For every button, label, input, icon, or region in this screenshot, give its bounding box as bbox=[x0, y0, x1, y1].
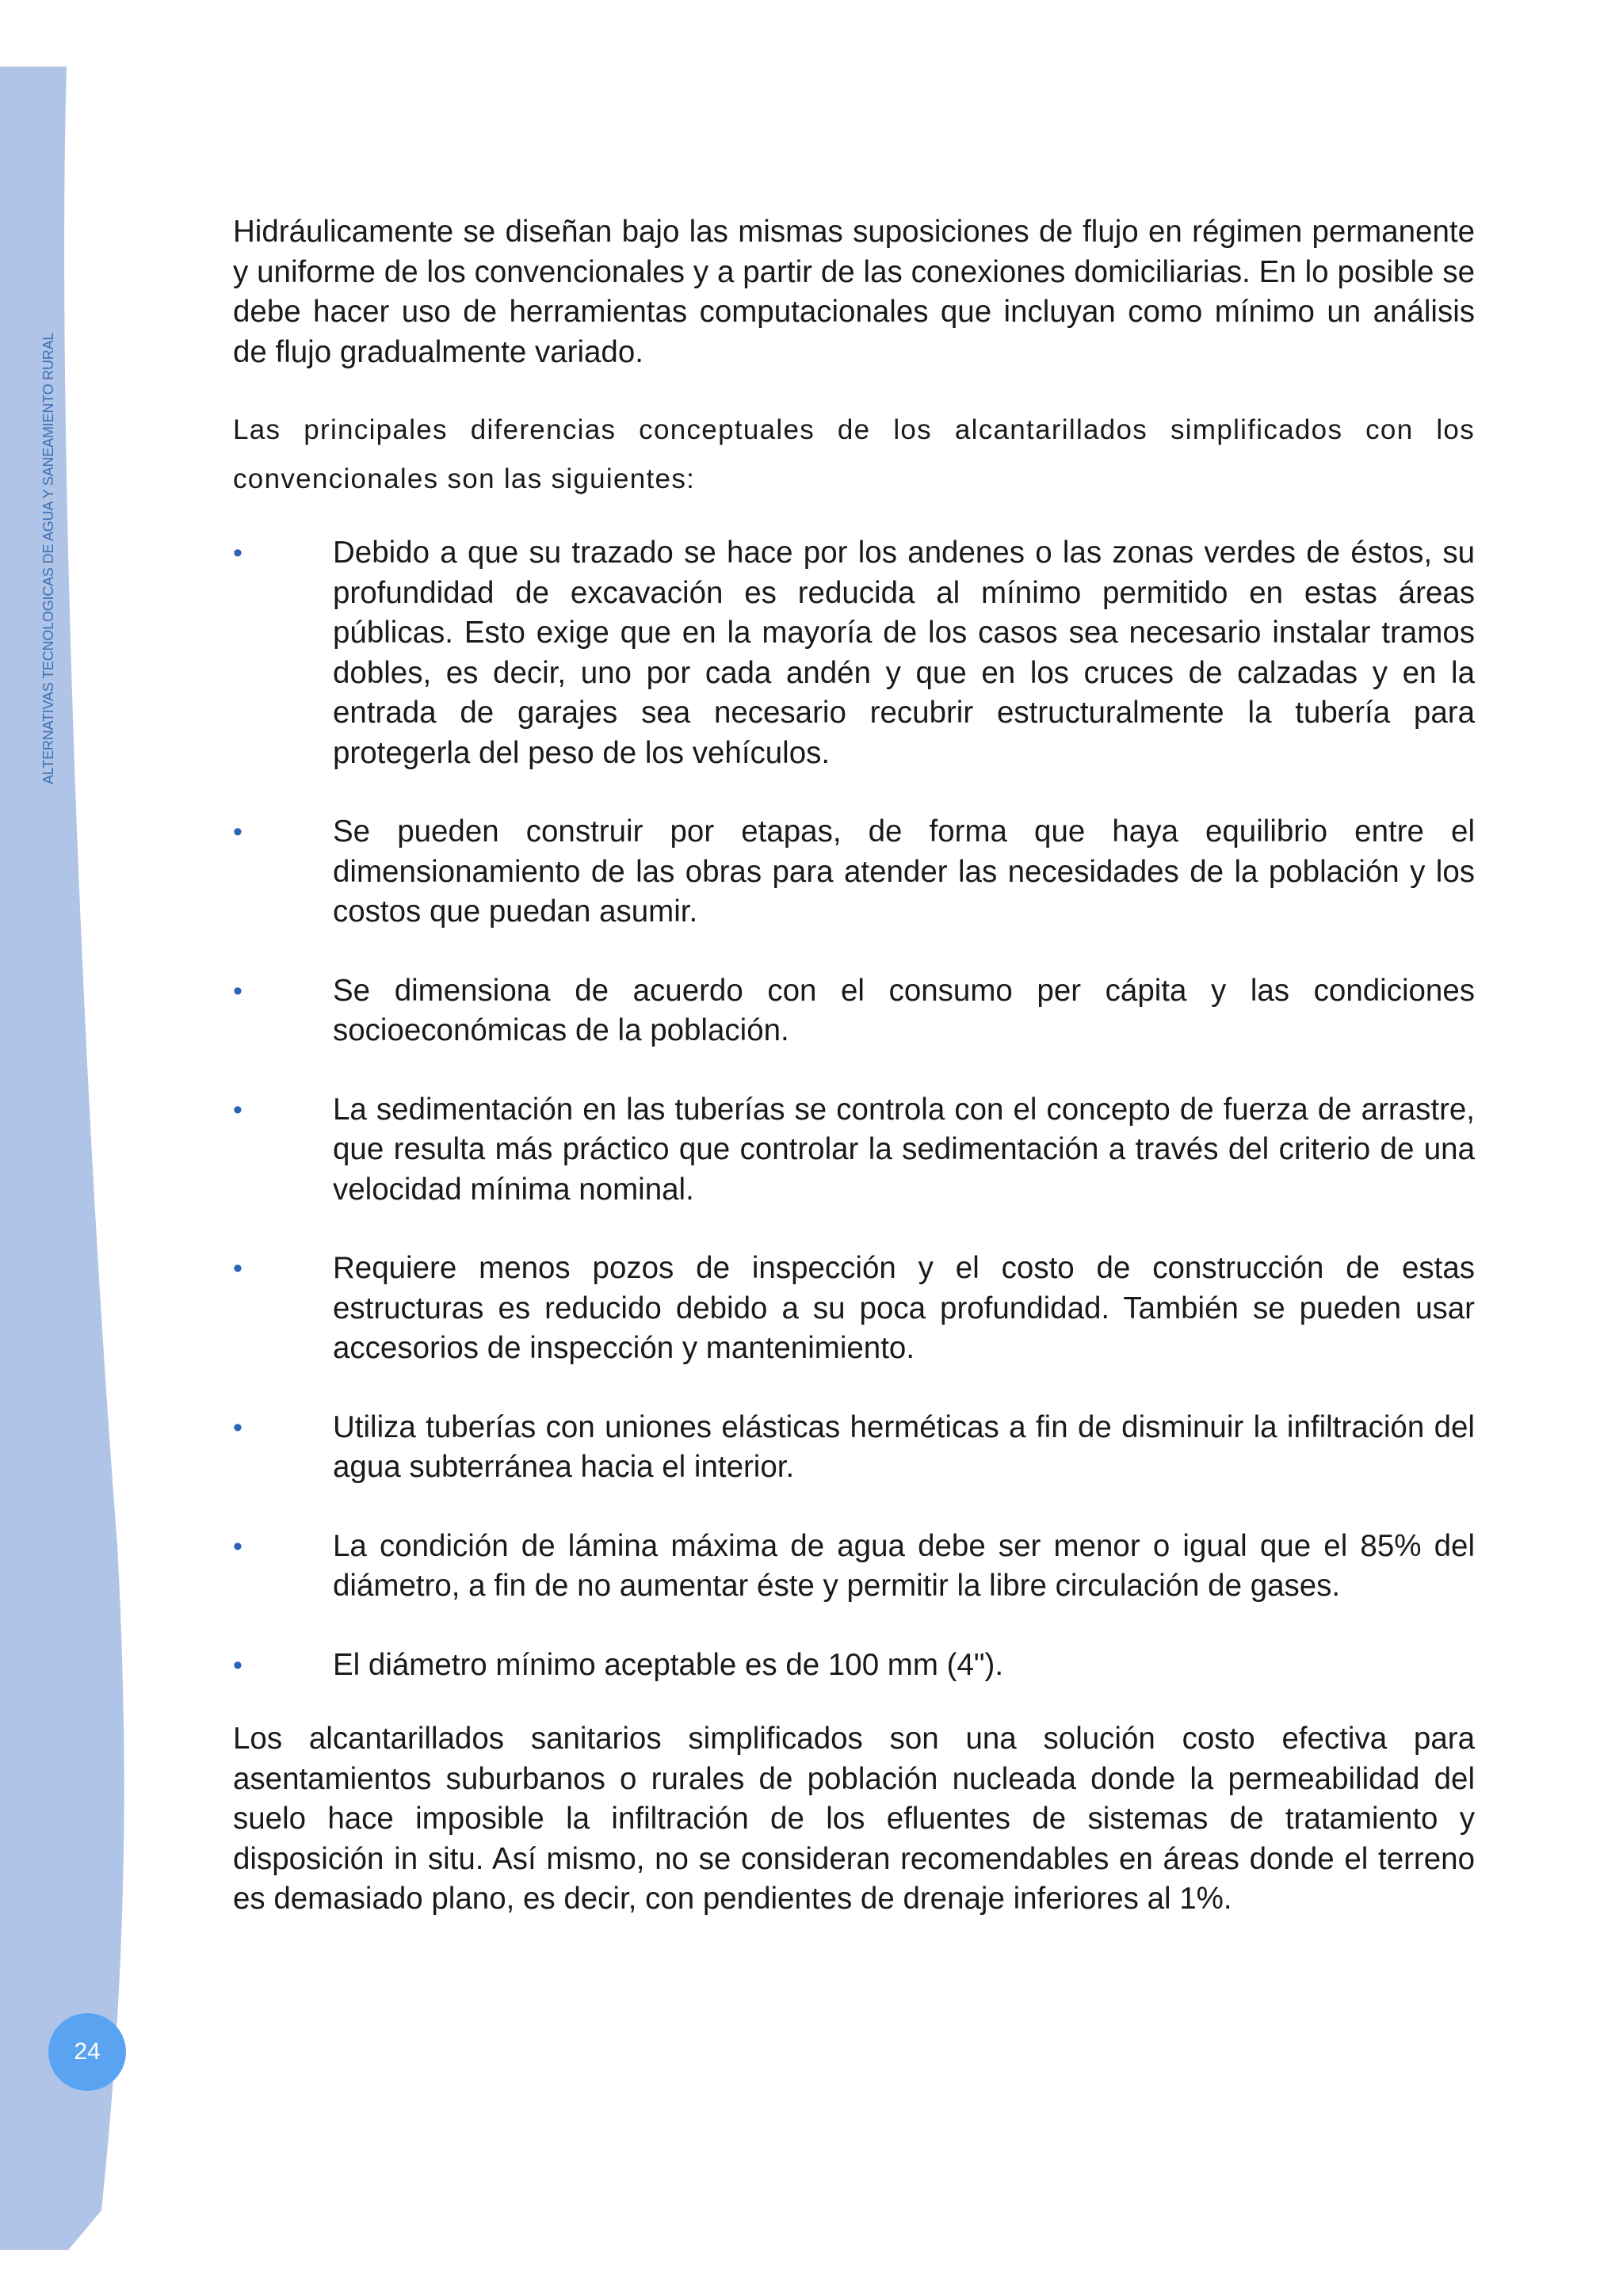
running-title-text: ALTERNATIVAS TECNOLOGICAS DE AGUA Y SANEAMIENTO RURAL bbox=[40, 332, 56, 784]
bullet-icon: • bbox=[233, 1094, 242, 1125]
bullet-icon: • bbox=[233, 1253, 242, 1283]
list-item-text: Se dimensiona de acuerdo con el consumo per cápita y las condiciones socioeconómicas de la población. bbox=[333, 973, 1475, 1047]
list-item bbox=[233, 971, 1475, 1051]
page-number: 24 bbox=[74, 2039, 101, 2065]
page-body bbox=[233, 212, 1475, 1920]
list-item-text: Requiere menos pozos de inspección y el costo de construcción de estas estructuras es reducido debido a su poca profundidad. También se pueden usar accesorios de inspección y mantenimiento. bbox=[333, 1251, 1475, 1365]
closing-paragraph: Los alcantarillados sanitarios simplificados son una solución costo efectiva para asentamientos suburbanos o rurales de población nucleada donde la permeabilidad del suelo hace imposible la infiltración de los efluentes de sistemas de tratamiento y disposición in situ. Así mismo, no se consideran recomendables en áreas donde el terreno es demasiado plano, es decir, con pendientes de drenaje inferiores al 1%. bbox=[233, 1722, 1475, 1916]
list-item-text: La condición de lámina máxima de agua debe ser menor o igual que el 85% del diámetro, a fin de no aumentar éste y permitir la libre circulación de gases. bbox=[333, 1528, 1475, 1603]
bullet-icon: • bbox=[233, 817, 242, 847]
bullet-icon: • bbox=[233, 975, 242, 1006]
list-item bbox=[233, 1646, 1475, 1686]
side-decorative-band bbox=[0, 0, 127, 2296]
list-item-text: Utiliza tuberías con uniones elásticas herméticas a fin de disminuir la infiltración del agua subterránea hacia el interior. bbox=[333, 1409, 1475, 1484]
side-band-shape bbox=[0, 0, 127, 2296]
differences-list bbox=[233, 533, 1475, 1685]
bullet-icon: • bbox=[233, 538, 242, 568]
list-item bbox=[233, 1090, 1475, 1211]
bullet-icon: • bbox=[233, 1412, 242, 1443]
bullet-icon: • bbox=[233, 1531, 242, 1562]
list-item bbox=[233, 533, 1475, 773]
list-item-text: Debido a que su trazado se hace por los andenes o las zonas verdes de éstos, su profundidad de excavación es reducida al mínimo permitido en estas áreas públicas. Esto exige que en la mayoría de los casos sea necesario instalar tramos dobles, es decir, uno por cada andén y que en los cruces de calzadas y en la entrada de garajes sea necesario recubrir estructuralmente la tubería para protegerla del peso de los vehículos. bbox=[333, 536, 1475, 770]
page-number-badge bbox=[48, 2013, 126, 2091]
list-item bbox=[233, 812, 1475, 933]
list-item bbox=[233, 1527, 1475, 1607]
list-item bbox=[233, 1408, 1475, 1488]
list-item bbox=[233, 1249, 1475, 1369]
list-item-text: Se pueden construir por etapas, de forma que haya equilibrio entre el dimensionamiento de las obras para atender las necesidades de la población y los costos que puedan asumir. bbox=[333, 814, 1475, 929]
bullet-icon: • bbox=[233, 1650, 242, 1680]
list-item-text: El diámetro mínimo aceptable es de 100 mm (4"). bbox=[333, 1647, 1004, 1682]
list-item-text: La sedimentación en las tuberías se controla con el concepto de fuerza de arrastre, que resulta más práctico que controlar la sedimentación a través del criterio de una velocidad mínima nominal. bbox=[333, 1092, 1475, 1207]
paragraph-hydraulic-design: Hidráulicamente se diseñan bajo las mismas suposiciones de flujo en régimen permanente y uniforme de los convencionales y a partir de las conexiones domiciliarias. En lo posible se debe hacer uso de herramientas computacionales que incluyan como mínimo un análisis de flujo gradualmente variado. bbox=[233, 215, 1475, 369]
differences-intro: Las principales diferencias conceptuales de los alcantarillados simplificados con los convencionales son las siguientes: bbox=[233, 414, 1475, 494]
